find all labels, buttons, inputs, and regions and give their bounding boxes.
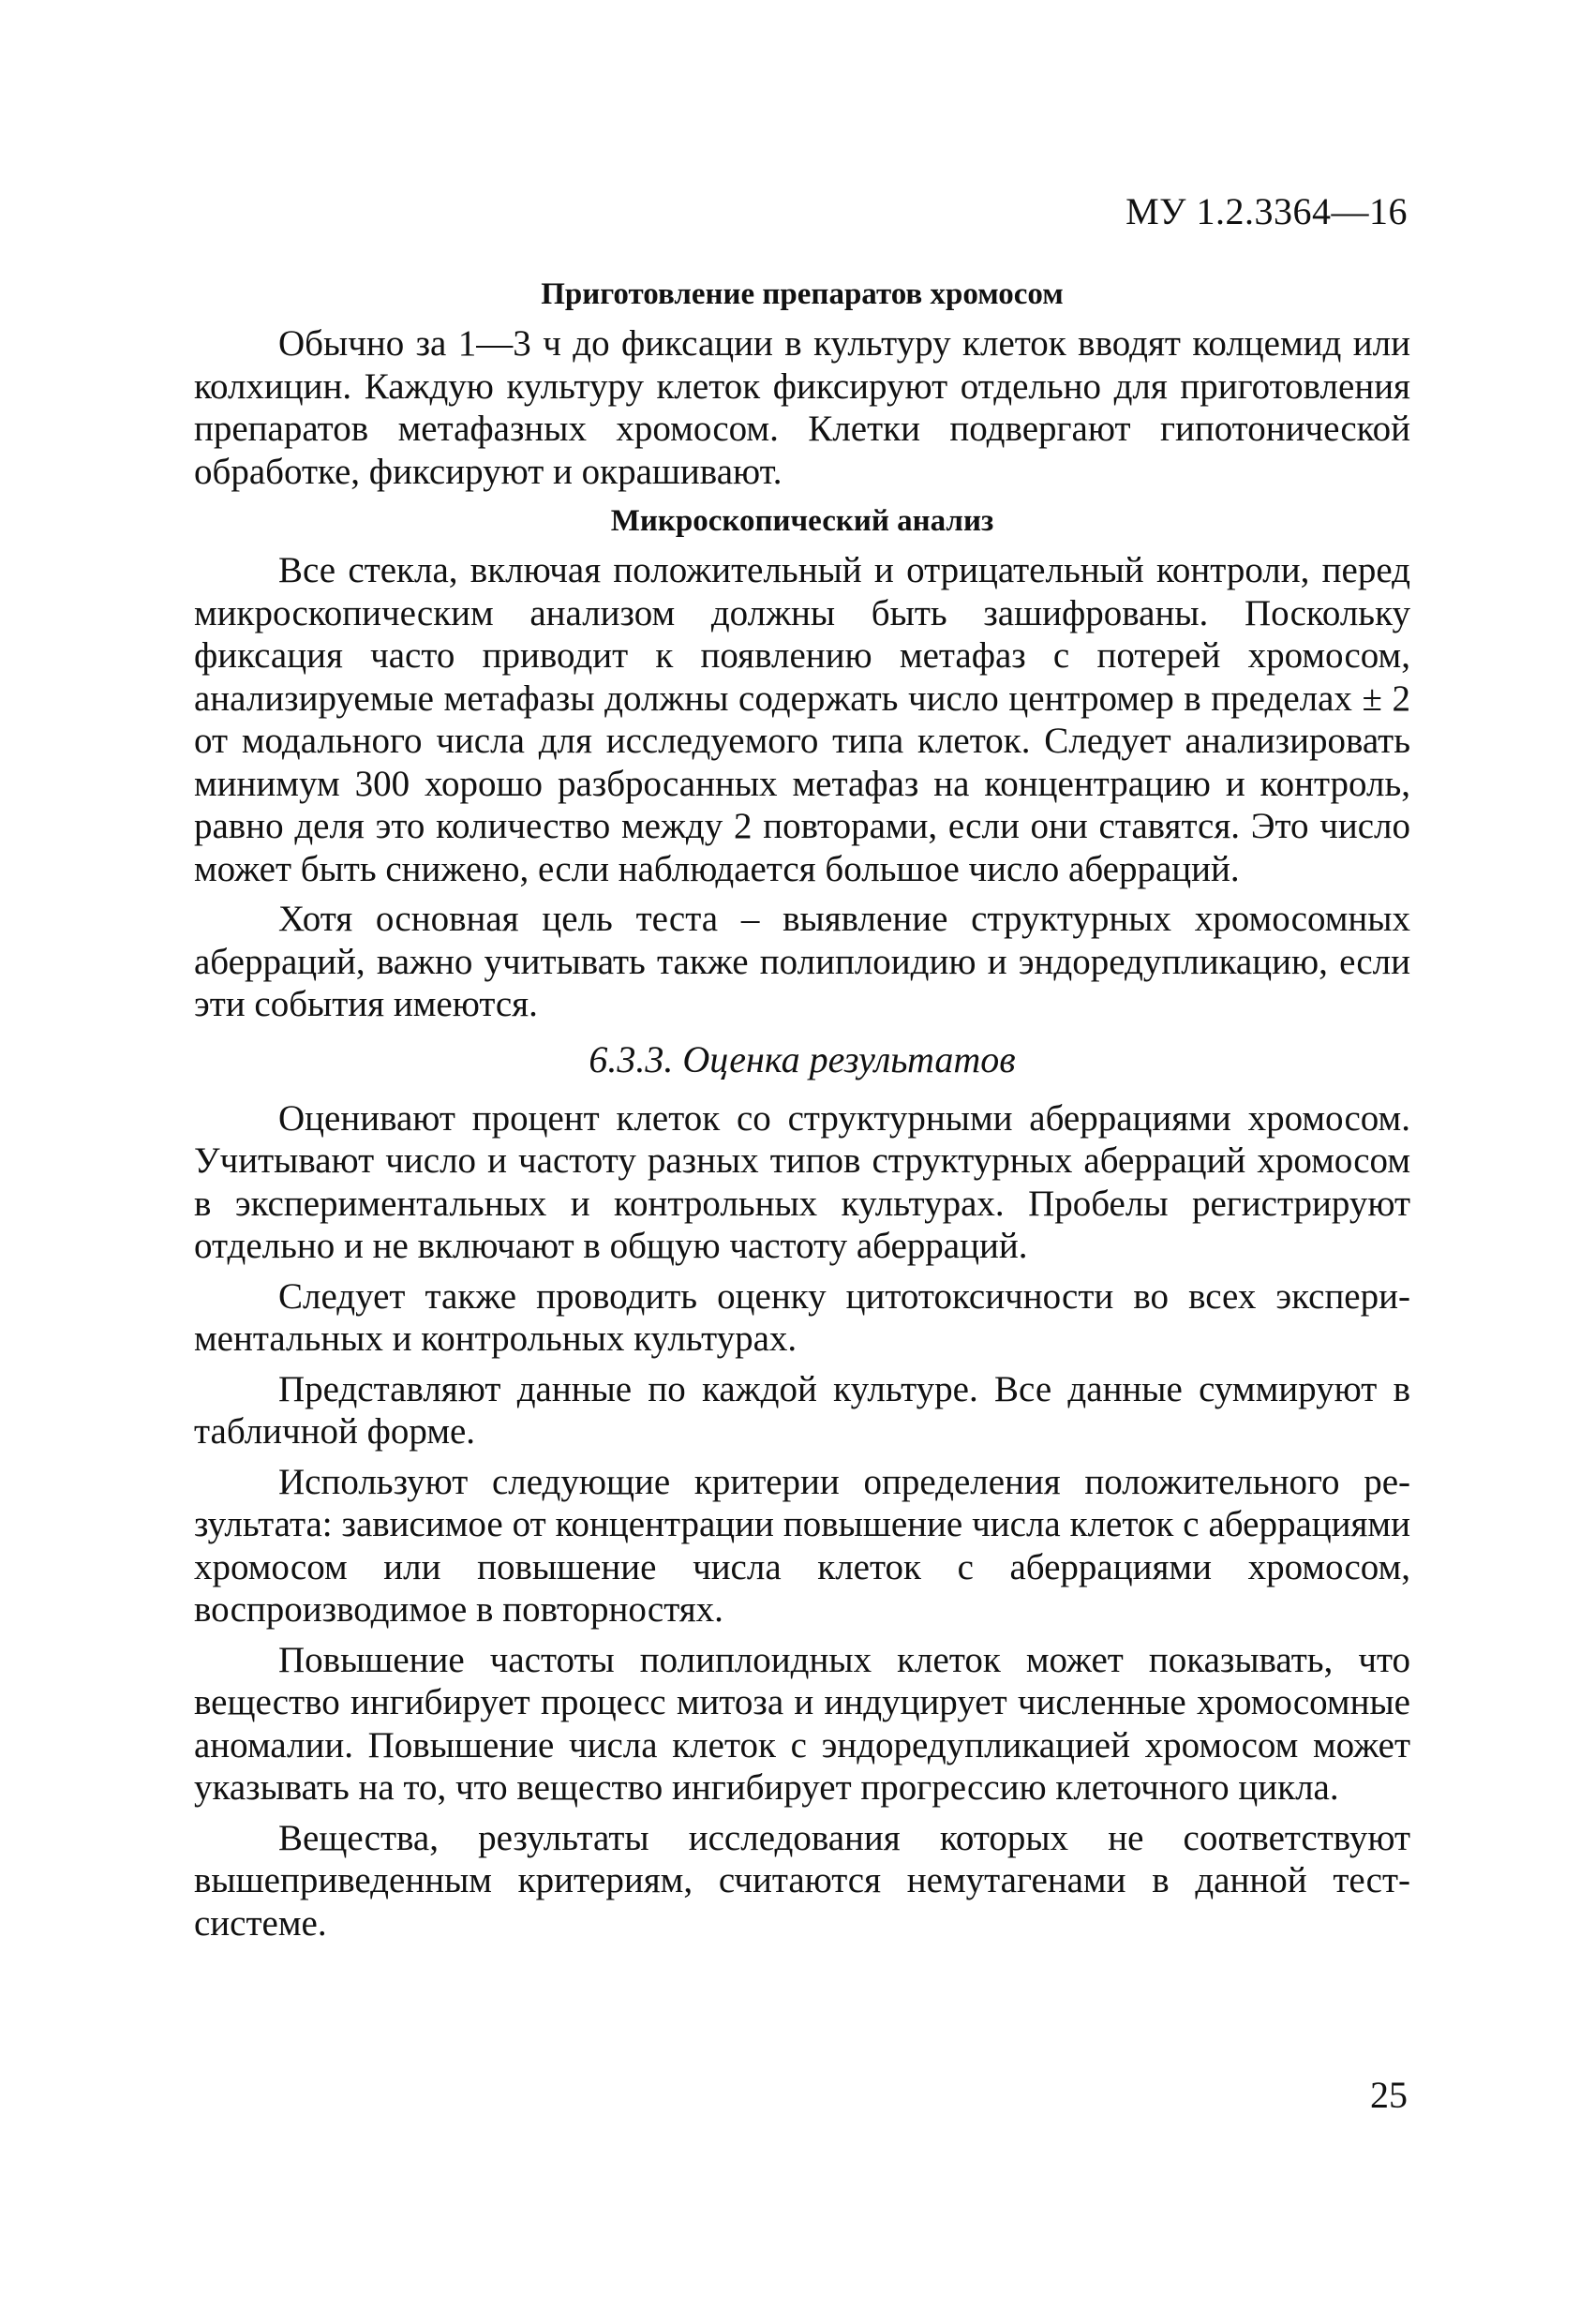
paragraph: Представляют данные по каждой культуре. Все данные суммируют в табличной форме. <box>194 1368 1410 1452</box>
paragraph: Повышение частоты полиплоидных клеток может показывать, что вещество ингибирует процесс митоза и индуцирует численные хромосомные аномалии. Повышение числа клеток с эндоредупликацией хромосом может указывать на то, что вещество ингибирует прогрессию клеточного цикла. <box>194 1639 1410 1808</box>
paragraph: Вещества, результаты исследования которых не соответствуют вышеприведенным критериям, считаются немутагенами в данной тест-системе. <box>194 1817 1410 1944</box>
paragraph: Все стекла, включая положительный и отрицательный контроли, перед микроскопическим анализом должны быть зашифрованы. Поскольку фиксация часто приводит к появлению метафаз с потерей хромосом, анализируемые метафазы должны содержать число центромер в пределах ± 2 от модального числа для исследуемого типа клеток. Следует анализировать минимум 300 хорошо разбросанных метафаз на концентрацию и контроль, равно деля это количество между 2 повторами, если они ставятся. Это число может быть снижено, если наблюдается большое число аберраций. <box>194 550 1410 889</box>
paragraph: Используют следующие критерии определения положительного результата: зависимое от концентрации повышение числа клеток с аберрациями хромосом или повышение числа клеток с аберрациями хромосом, воспроизводимое в повторностях. <box>194 1461 1410 1630</box>
page-body <box>194 274 1410 1952</box>
document-code: МУ 1.2.3364—16 <box>1125 190 1408 232</box>
section-heading-microscopic-analysis: Микроскопический анализ <box>610 504 994 538</box>
section-heading-chromosome-preparation: Приготовление препаратов хромосом <box>541 277 1064 311</box>
page-number: 25 <box>1370 2074 1408 2116</box>
paragraph: Обычно за 1—3 ч до фиксации в культуру клеток вводят колцемид или колхицин. Каждую культуру клеток фиксируют отдельно для приготовления препаратов метафазных хромосом. Клетки подвергают гипотонической обработке, фиксируют и окрашивают. <box>194 323 1410 492</box>
paragraph: Хотя основная цель теста – выявление структурных хромосомных аберраций, важно учитывать также полиплоидию и эндоредупликацию, если эти события имеются. <box>194 899 1410 1024</box>
section-heading-results-evaluation: 6.3.3. Оценка результатов <box>589 1037 1016 1080</box>
paragraph: Следует также проводить оценку цитотоксичности во всех экспериментальных и контрольных культурах. <box>194 1275 1410 1359</box>
paragraph: Оценивают процент клеток со структурными аберрациями хромосом. Учитывают число и частоту разных типов структурных аберраций хромосом в экспериментальных и контрольных культурах. Пробелы регистрируют отдельно и не включают в общую частоту аберраций. <box>194 1097 1410 1266</box>
